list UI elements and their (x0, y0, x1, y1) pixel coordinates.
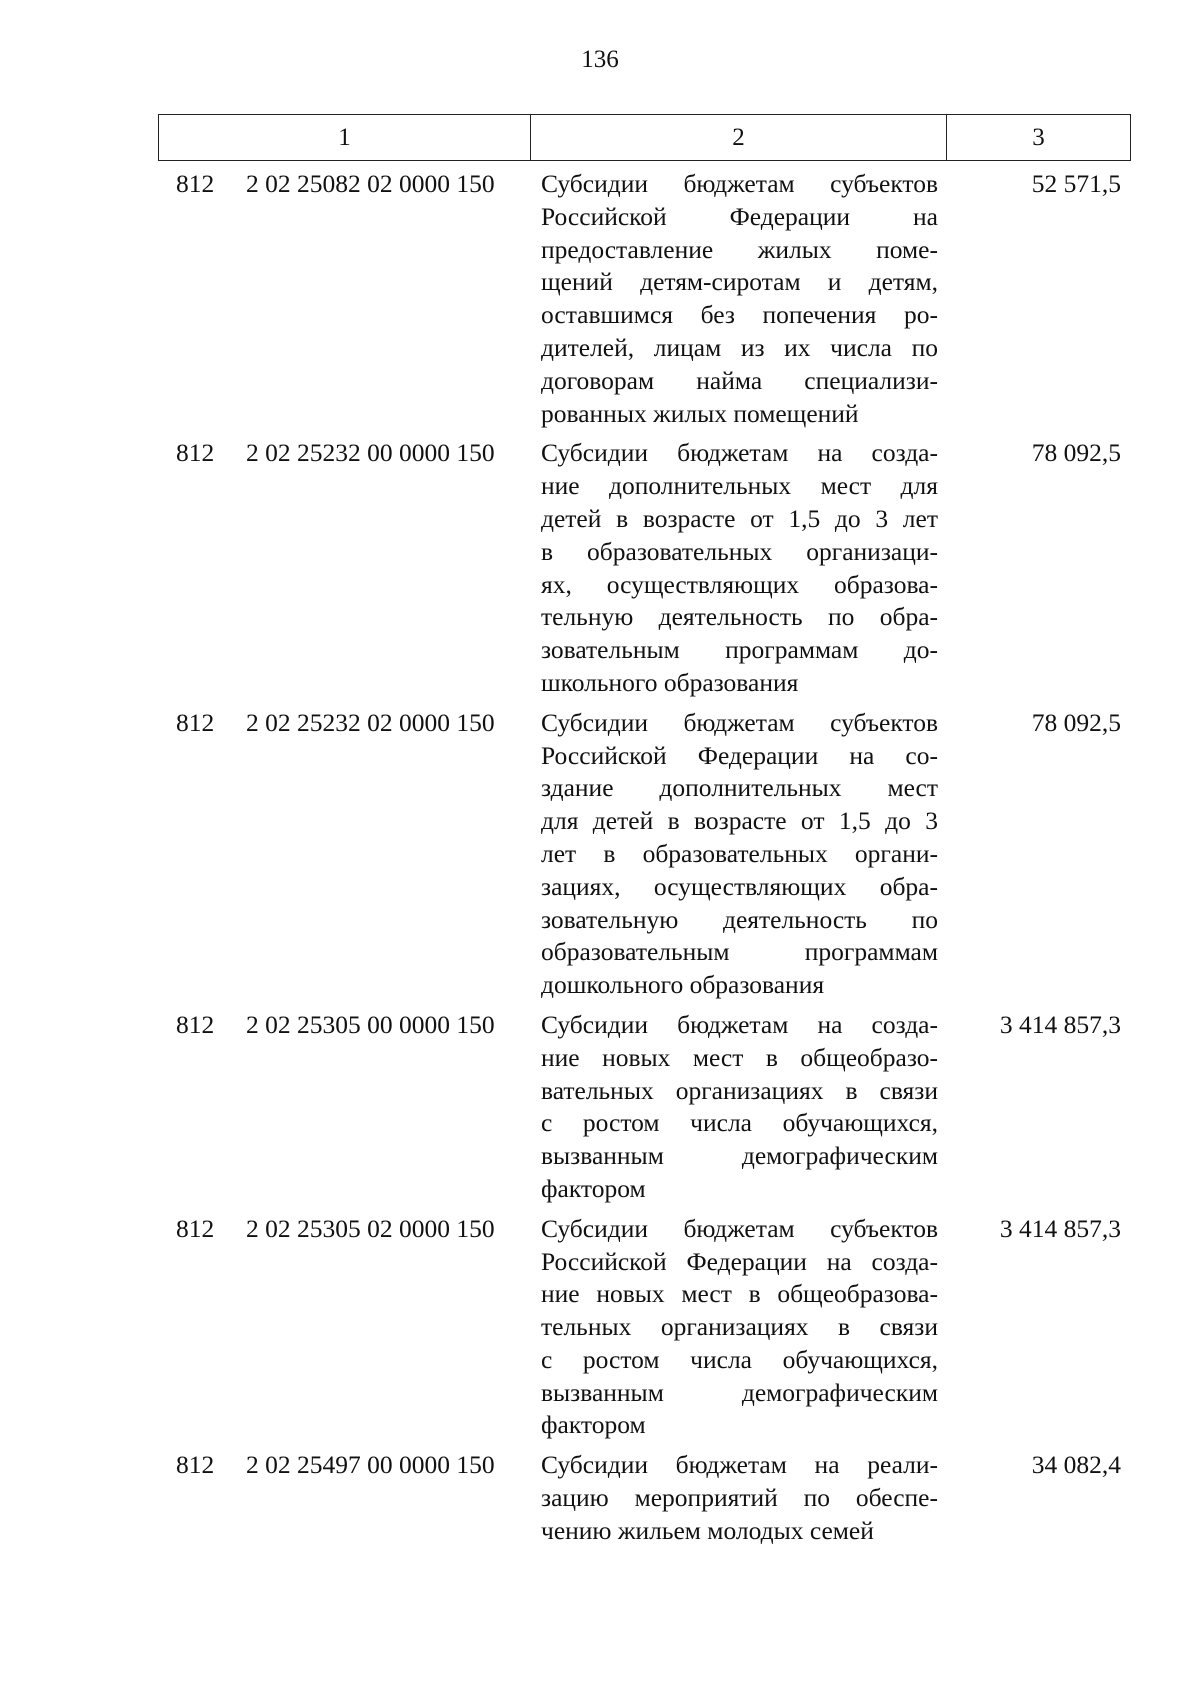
header-col-3: 3 (1032, 123, 1045, 151)
description-line: зациях, осуществляющих обра- (541, 871, 938, 901)
description-line: Российской Федерации на со- (541, 740, 938, 770)
header-col-1: 1 (159, 115, 531, 160)
table-row (158, 1449, 1131, 1547)
description-line: рованных жилых помещений (541, 398, 859, 428)
description-line: образовательным программам (541, 937, 938, 967)
admin-code: 812 (176, 438, 215, 468)
table-row (158, 168, 1131, 430)
header-col-2: 2 (531, 115, 947, 160)
description-line: вызванным демографическим (541, 1141, 938, 1171)
description-line: чению жильем молодых семей (541, 1515, 874, 1545)
table-body (158, 168, 1131, 1548)
description-line: ях, осуществляющих образова- (541, 569, 938, 599)
amount: 3 414 857,3 (999, 1009, 1121, 1039)
description-line: Субсидии бюджетам субъектов (541, 1213, 938, 1243)
admin-code: 812 (176, 1450, 215, 1480)
description-line: Субсидии бюджетам на созда- (541, 1009, 938, 1039)
description-line: Субсидии бюджетам субъектов (541, 169, 938, 198)
description-line: фактором (541, 1410, 646, 1440)
admin-code: 812 (176, 707, 215, 737)
amount: 78 092,5 (1031, 438, 1121, 468)
revenue-description (541, 437, 938, 699)
description-line: оставшимся без попечения ро- (541, 300, 938, 330)
revenue-description (541, 707, 938, 1002)
table-row (158, 707, 1131, 1002)
description-line: тельную деятельность по обра- (541, 602, 938, 632)
description-line: детей в возрасте от 1,5 до 3 лет (541, 503, 938, 533)
description-line: зовательную деятельность по (541, 904, 938, 934)
description-line: здание дополнительных мест (541, 773, 938, 803)
description-line: зацию мероприятий по обеспе- (541, 1483, 938, 1513)
description-line: для детей в возрасте от 1,5 до 3 (541, 806, 938, 836)
description-line: школьного образования (541, 667, 799, 697)
description-line: в образовательных организаци- (541, 536, 938, 566)
description-line: Субсидии бюджетам субъектов (541, 707, 938, 737)
description-line: тельных организациях в связи (541, 1312, 938, 1342)
table-row (158, 1009, 1131, 1206)
description-line: предоставление жилых поме- (541, 234, 938, 264)
amount: 34 082,4 (1031, 1450, 1121, 1480)
admin-code: 812 (176, 169, 215, 198)
description-line: ние дополнительных мест для (541, 471, 938, 501)
table-row (158, 1213, 1131, 1443)
description-line: с ростом числа обучающихся, (541, 1344, 938, 1374)
amount: 78 092,5 (1031, 707, 1121, 737)
description-line: щений детям-сиротам и детям, (541, 267, 938, 297)
revenue-description (541, 1449, 938, 1547)
description-line: лет в образовательных органи- (541, 838, 938, 868)
description-line: фактором (541, 1173, 646, 1203)
description-line: ние новых мест в общеобразо- (541, 1042, 938, 1072)
description-line: Субсидии бюджетам на созда- (541, 438, 938, 468)
description-line: договорам найма специализи- (541, 365, 938, 395)
admin-code: 812 (176, 1009, 215, 1039)
amount: 52 571,5 (1031, 169, 1121, 198)
revenue-code: 2 02 25305 02 0000 150 (246, 1213, 495, 1243)
description-line: Российской Федерации на созда- (541, 1246, 938, 1276)
revenue-description (541, 1213, 938, 1443)
table-row (158, 437, 1131, 699)
description-line: вательных организациях в связи (541, 1075, 938, 1105)
description-line: дошкольного образования (541, 970, 825, 1000)
admin-code: 812 (176, 1213, 215, 1243)
description-line: с ростом числа обучающихся, (541, 1108, 938, 1138)
revenue-code: 2 02 25497 00 0000 150 (246, 1450, 495, 1480)
amount: 3 414 857,3 (999, 1213, 1121, 1243)
table-header (158, 114, 1131, 161)
description-line: ние новых мест в общеобразова- (541, 1279, 938, 1309)
description-line: Российской Федерации на (541, 201, 938, 231)
description-line: вызванным демографическим (541, 1377, 938, 1407)
description-line: зовательным программам до- (541, 635, 938, 665)
revenue-code: 2 02 25232 02 0000 150 (246, 707, 495, 737)
revenue-code: 2 02 25232 00 0000 150 (246, 438, 495, 468)
revenue-code: 2 02 25082 02 0000 150 (246, 169, 495, 198)
description-line: дителей, лицам из их числа по (541, 332, 938, 362)
revenue-code: 2 02 25305 00 0000 150 (246, 1009, 495, 1039)
revenue-description (541, 168, 938, 430)
page-number: 136 (581, 46, 619, 73)
description-line: Субсидии бюджетам на реали- (541, 1450, 938, 1480)
revenue-description (541, 1009, 938, 1206)
